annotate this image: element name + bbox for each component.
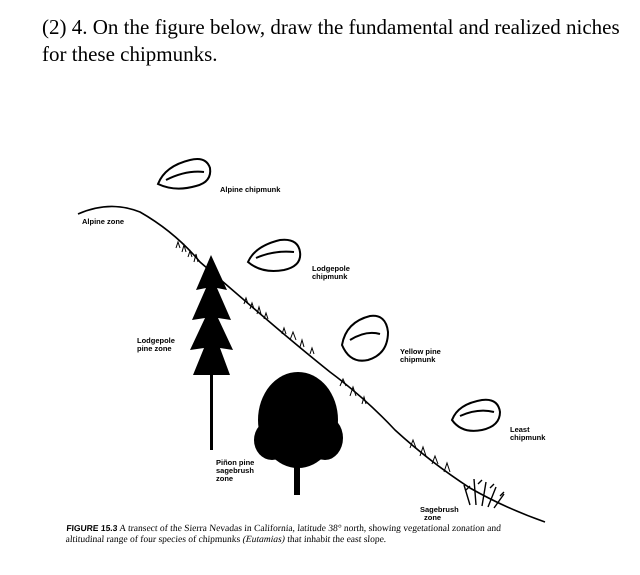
caption-text-before: A transect of the Sierra Nevadas in California, latitude 38° north, showing vegetational zonation and altitudinal range of four species of chipmunks: [65, 524, 502, 545]
label-yellow-pine-chipmunk: [400, 348, 441, 364]
label-yellow-pine-line1: Yellow pine: [400, 347, 441, 356]
label-alpine-zone: Alpine zone: [82, 217, 125, 226]
label-sagebrush-line1: Sagebrush: [420, 505, 459, 514]
label-pinon-line3: zone: [216, 474, 234, 483]
sagebrush-shrub: [464, 479, 504, 508]
alpine-chipmunk-drawing: [158, 159, 210, 189]
label-sagebrush-zone: [420, 506, 459, 522]
label-alpine-chipmunk: Alpine chipmunk: [220, 185, 281, 194]
label-sagebrush-line2: zone: [424, 513, 442, 522]
question-body: On the figure below, draw the fundamental and realized niches for these chipmunks.: [42, 15, 620, 66]
figure-caption: [65, 523, 507, 546]
caption-figure-number: FIGURE 15.3: [66, 523, 118, 533]
label-pinon-line2: sagebrush: [216, 466, 254, 475]
least-chipmunk-drawing: [452, 400, 500, 431]
label-pinon-sagebrush-zone: [216, 459, 254, 483]
caption-text-after: that inhabit the east slope.: [286, 535, 387, 545]
label-least-chipmunk: [510, 426, 545, 442]
label-lodgepole-pine-zone: [137, 337, 175, 353]
label-pinon-line1: Piñon pine: [216, 458, 255, 467]
label-lodgepole-zone-line2: pine zone: [137, 344, 172, 353]
label-lodgepole-zone-line1: Lodgepole: [137, 336, 175, 345]
label-yellow-pine-line2: chipmunk: [400, 355, 436, 364]
label-lodgepole-chipmunk-line1: Lodgepole: [312, 264, 350, 273]
caption-scientific-name: (Eutamias): [242, 535, 286, 545]
question-number: (2) 4.: [42, 15, 88, 39]
lodgepole-chipmunk-drawing: [248, 240, 300, 271]
label-least-line1: Least: [510, 425, 530, 434]
label-lodgepole-chipmunk: [312, 265, 350, 281]
pinon-pine-tree: [254, 372, 343, 495]
label-lodgepole-chipmunk-line2: chipmunk: [312, 272, 348, 281]
label-least-line2: chipmunk: [510, 433, 546, 442]
yellow-pine-chipmunk-drawing: [342, 316, 388, 361]
mountain-slope-line: [78, 206, 545, 522]
